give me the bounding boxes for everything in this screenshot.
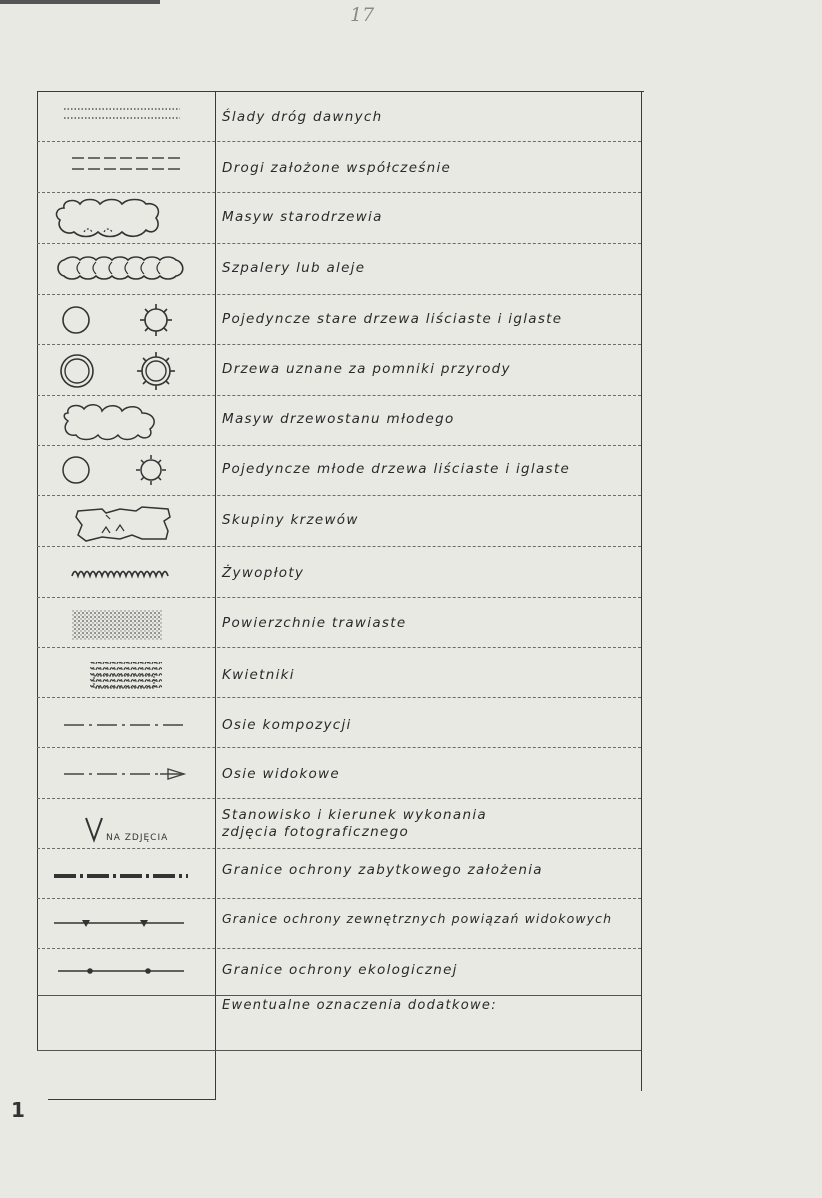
monument-protection-boundary-symbol: [52, 869, 192, 883]
row-separator: [37, 395, 641, 396]
legend-label: Drogi założone współcześnie: [222, 160, 452, 176]
legend-label: Żywopłoty: [222, 565, 305, 581]
legend-label: Szpalery lub aleje: [222, 260, 366, 276]
legend-label: Drzewa uznane za pomniki przyrody: [222, 361, 511, 377]
row-separator: [37, 798, 641, 799]
legend-label: Pojedyncze młode drzewa liściaste i iglaste: [222, 461, 571, 477]
legend-label: Granice ochrony ekologicznej: [222, 962, 458, 978]
legend-label: Masyw starodrzewia: [222, 209, 383, 225]
table-right-border: [641, 91, 642, 1091]
row-separator: [37, 898, 641, 899]
row-separator: [37, 294, 641, 295]
view-axis-symbol: [62, 766, 188, 782]
legend-label: Osie kompozycji: [222, 717, 352, 733]
row-separator: [37, 243, 641, 244]
table-bottom-border: [48, 1099, 216, 1100]
table-top-border: [37, 91, 644, 92]
flowerbed-symbol: [88, 660, 164, 692]
natural-monument-trees-symbol: [55, 349, 185, 393]
row-separator: [37, 597, 641, 598]
view-links-boundary-symbol: [52, 914, 186, 932]
composition-axis-symbol: [62, 718, 186, 732]
photo-position-symbol: [82, 814, 182, 848]
row-separator: [37, 697, 641, 698]
corner-mark: 1: [11, 1098, 25, 1122]
single-old-trees-symbol: [56, 300, 186, 340]
legend-label: Skupiny krzewów: [222, 512, 359, 528]
row-separator: [37, 495, 641, 496]
legend-label: Pojedyncze stare drzewa liściaste i iglaste: [222, 311, 563, 327]
row-separator: [37, 948, 641, 949]
dotted-double-line-symbol: [62, 104, 182, 124]
shrub-group-symbol: [72, 503, 174, 545]
hedge-symbol: [70, 564, 174, 584]
legend-label: Kwietniki: [222, 667, 295, 683]
tree-row-symbol: [52, 254, 188, 282]
row-separator: [37, 192, 641, 193]
ecological-boundary-symbol: [56, 964, 186, 978]
legend-label: Granice ochrony zabytkowego założenia: [222, 862, 543, 878]
legend-label: Stanowisko i kierunek wykonania zdjęcia fotograficznego: [222, 807, 487, 840]
legend-label: Ewentualne oznaczenia dodatkowe:: [222, 998, 497, 1013]
row-separator: [37, 141, 641, 142]
row-separator: [37, 344, 641, 345]
row-separator: [37, 546, 641, 547]
row-separator: [37, 848, 641, 849]
row-separator: [37, 647, 641, 648]
legend-label: Powierzchnie trawiaste: [222, 615, 407, 631]
legend-label: Granice ochrony zewnętrznych powiązań widokowych: [222, 911, 613, 926]
legend-label: Ślady dróg dawnych: [222, 109, 383, 125]
grass-area-symbol: [70, 608, 166, 642]
table-left-border: [37, 91, 38, 1051]
row-separator: [37, 1050, 641, 1051]
old-tree-mass-symbol: [50, 196, 166, 242]
page-number: 17: [350, 4, 375, 26]
young-tree-mass-symbol: [58, 401, 162, 443]
row-separator: [37, 747, 641, 748]
row-separator: [37, 995, 641, 996]
legend-label: Masyw drzewostanu młodego: [222, 411, 455, 427]
dashed-double-line-symbol: [62, 153, 182, 175]
single-young-trees-symbol: [58, 451, 178, 489]
row-separator: [37, 445, 641, 446]
legend-label: Osie widokowe: [222, 766, 340, 782]
photo-symbol-caption: NA ZDJĘCIA: [106, 833, 169, 843]
